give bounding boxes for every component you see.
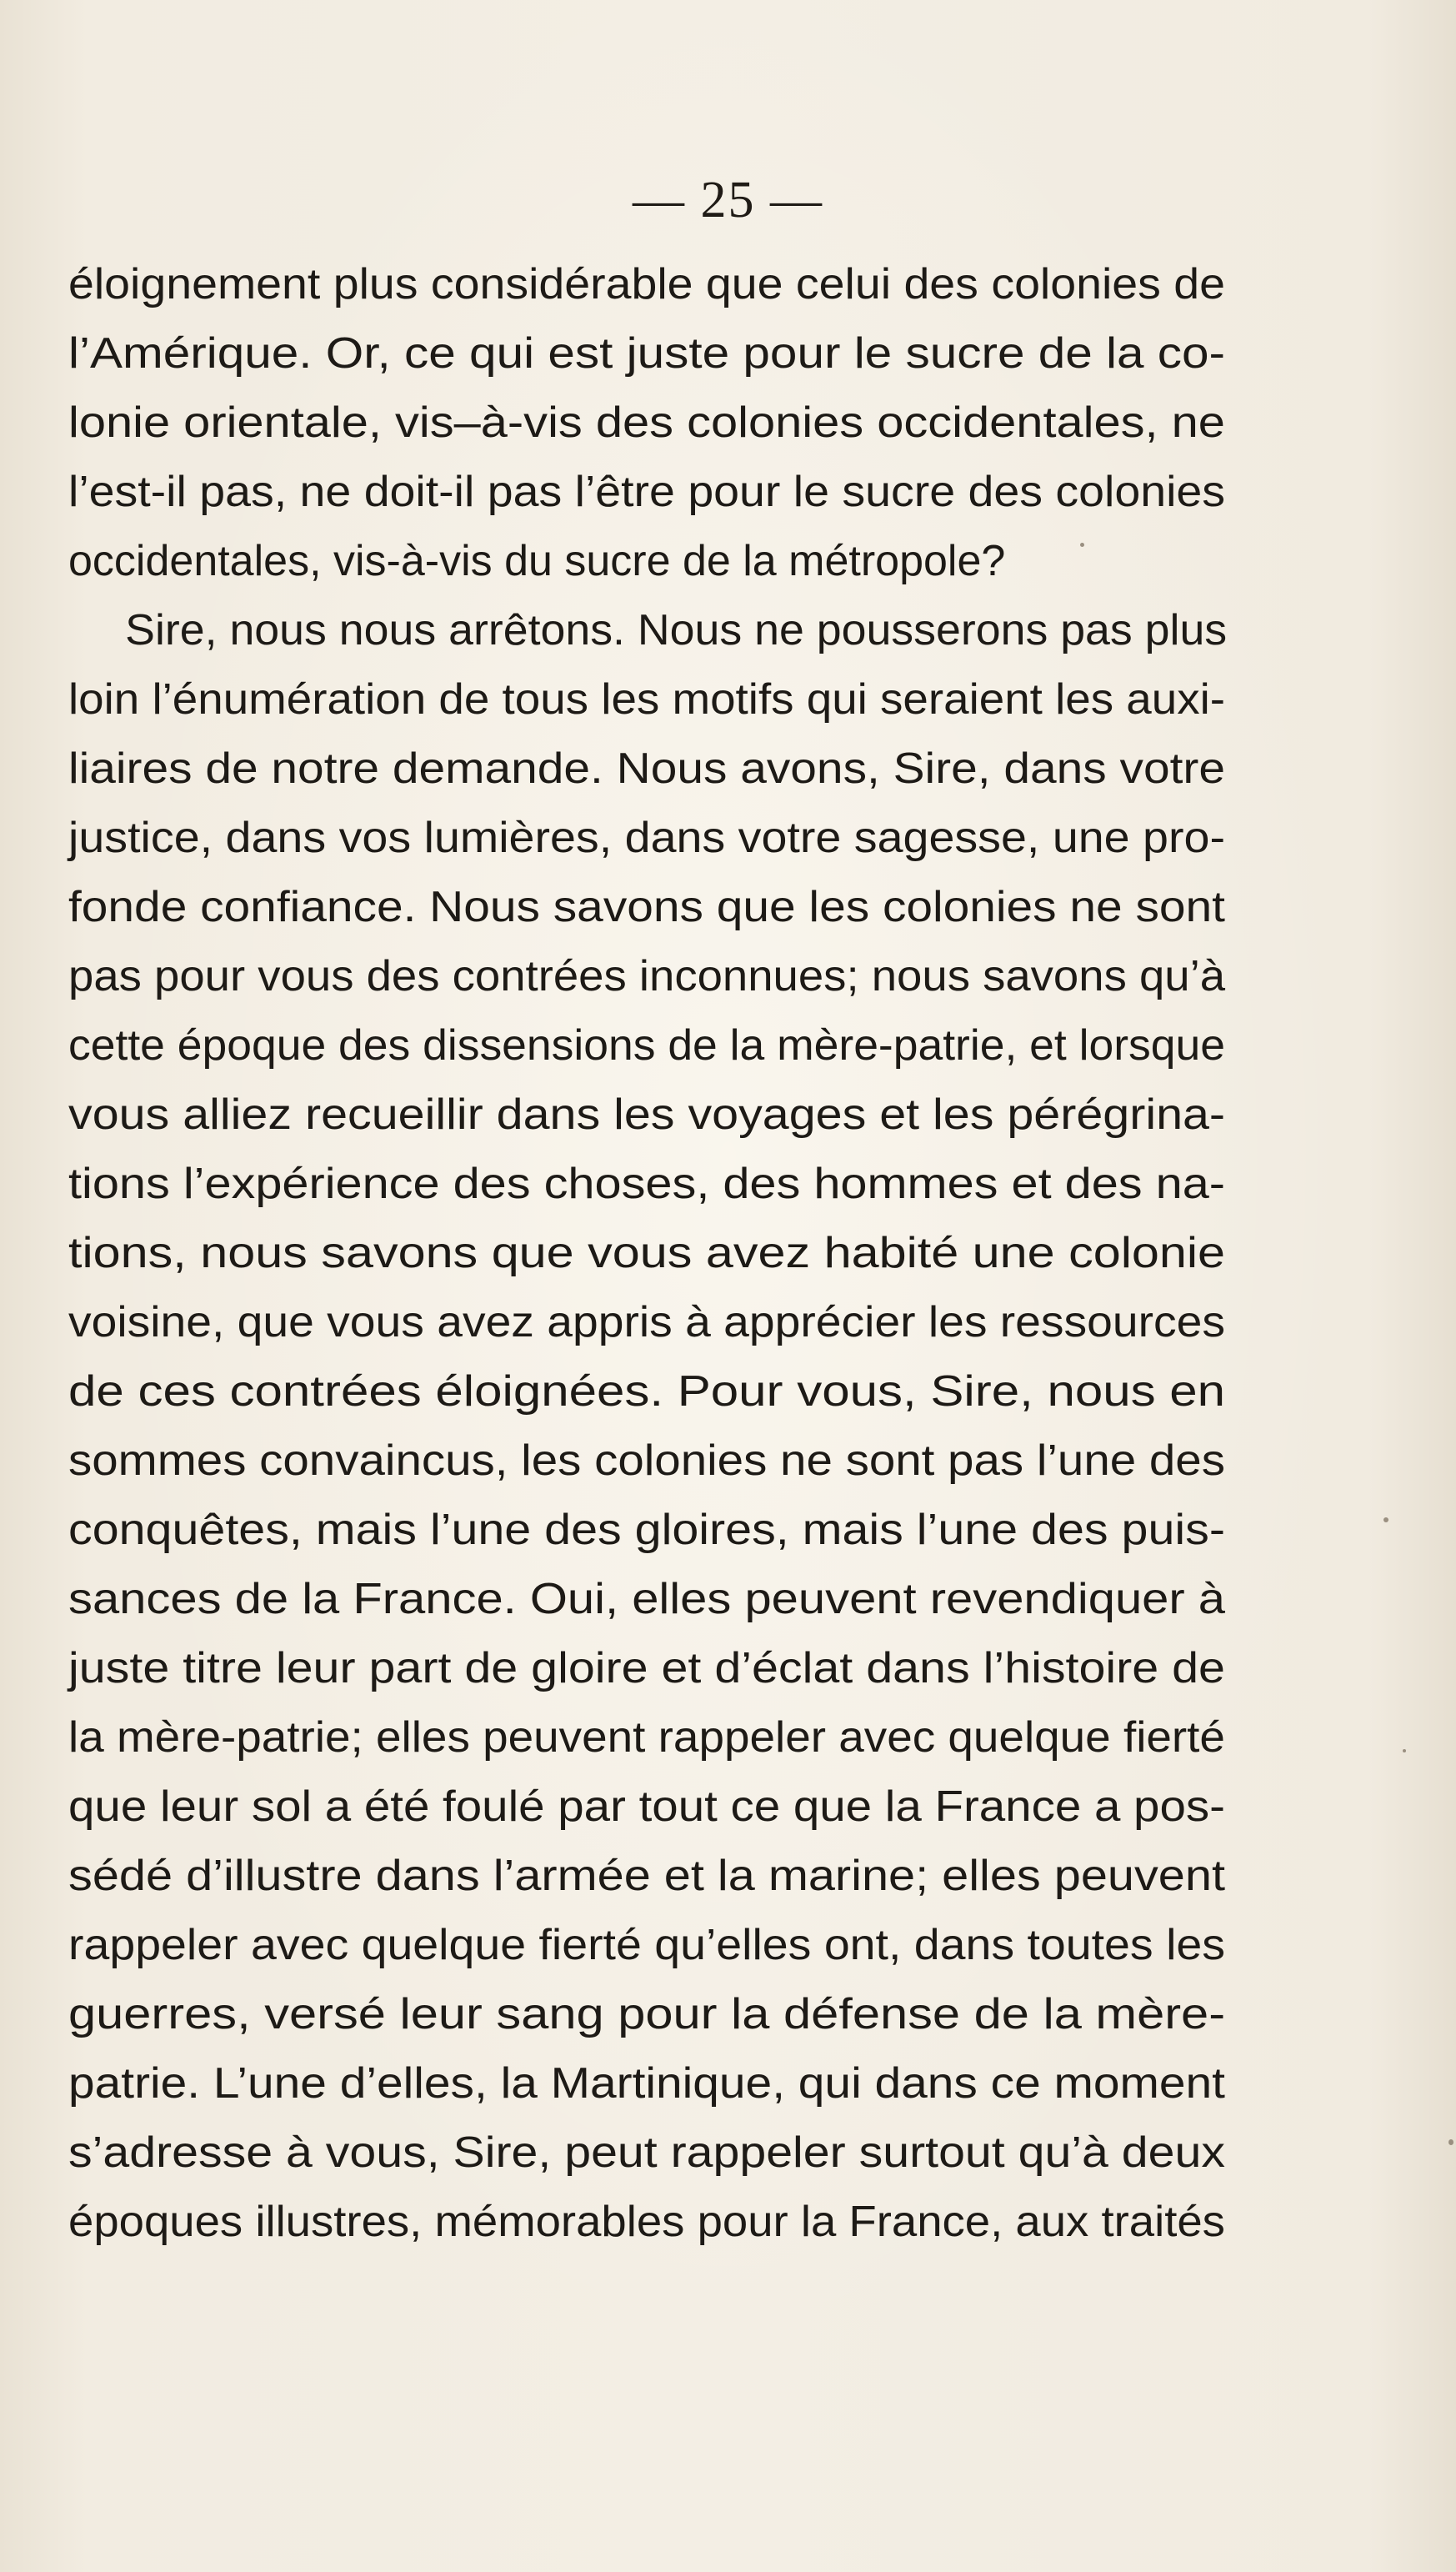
- text-line: vous alliez recueillir dans les voyages et les pérégrina-: [68, 1090, 1226, 1139]
- text-line: justice, dans vos lumières, dans votre sagesse, une pro-: [68, 814, 1225, 862]
- text-line: occidentales, vis-à-vis du sucre de la métropole?: [68, 537, 1006, 585]
- text-line: sances de la France. Oui, elles peuvent revendiquer à: [68, 1575, 1225, 1623]
- text-line: l’est-il pas, ne doit-il pas l’être pour le sucre des colonies: [68, 468, 1226, 516]
- text-line: rappeler avec quelque fierté qu’elles ont, dans toutes les: [68, 1921, 1226, 1969]
- text-line: Sire, nous nous arrêtons. Nous ne pousserons pas plus: [125, 606, 1228, 654]
- text-line: tions l’expérience des choses, des hommes et des na-: [68, 1160, 1225, 1208]
- text-line: fonde confiance. Nous savons que les colonies ne sont: [68, 883, 1225, 931]
- text-line: sommes convaincus, les colonies ne sont pas l’une des: [68, 1436, 1225, 1485]
- text-line: de ces contrées éloignées. Pour vous, Sire, nous en: [68, 1367, 1226, 1416]
- text-line: s’adresse à vous, Sire, peut rappeler surtout qu’à deux: [68, 2128, 1225, 2177]
- text-line: loin l’énumération de tous les motifs qui seraient les auxi-: [68, 675, 1226, 724]
- paper-speck: [1383, 1517, 1388, 1522]
- text-line: époques illustres, mémorables pour la France, aux traités: [68, 2198, 1225, 2246]
- text-line: liaires de notre demande. Nous avons, Sire, dans votre: [68, 745, 1225, 793]
- text-line: cette époque des dissensions de la mère-patrie, et lorsque: [68, 1021, 1225, 1070]
- text-line: éloignement plus considérable que celui des colonies de: [68, 260, 1226, 308]
- text-line: juste titre leur part de gloire et d’éclat dans l’histoire de: [68, 1644, 1225, 1692]
- text-line: tions, nous savons que vous avez habité une colonie: [68, 1229, 1226, 1277]
- text-line: lonie orientale, vis–à-vis des colonies occidentales, ne: [68, 399, 1225, 447]
- text-line: pas pour vous des contrées inconnues; nous savons qu’à: [68, 952, 1226, 1000]
- paper-speck: [1403, 1749, 1406, 1752]
- text-line: la mère-patrie; elles peuvent rappeler avec quelque fierté: [68, 1713, 1225, 1762]
- page-number: — 25 —: [633, 172, 823, 228]
- text-line: que leur sol a été foulé par tout ce que la France a pos-: [68, 1782, 1225, 1831]
- text-line: voisine, que vous avez appris à apprécier les ressources: [68, 1298, 1225, 1346]
- text-line: sédé d’illustre dans l’armée et la marine; elles peuvent: [68, 1852, 1225, 1900]
- paper-speck: [1448, 2139, 1453, 2145]
- text-line: patrie. L’une d’elles, la Martinique, qui dans ce moment: [68, 2059, 1225, 2108]
- text-line: guerres, versé leur sang pour la défense de la mère-: [68, 1990, 1226, 2038]
- text-line: conquêtes, mais l’une des gloires, mais l’une des puis-: [68, 1506, 1225, 1554]
- text-line: l’Amérique. Or, ce qui est juste pour le sucre de la co-: [68, 329, 1226, 378]
- body-text: [68, 250, 1228, 2257]
